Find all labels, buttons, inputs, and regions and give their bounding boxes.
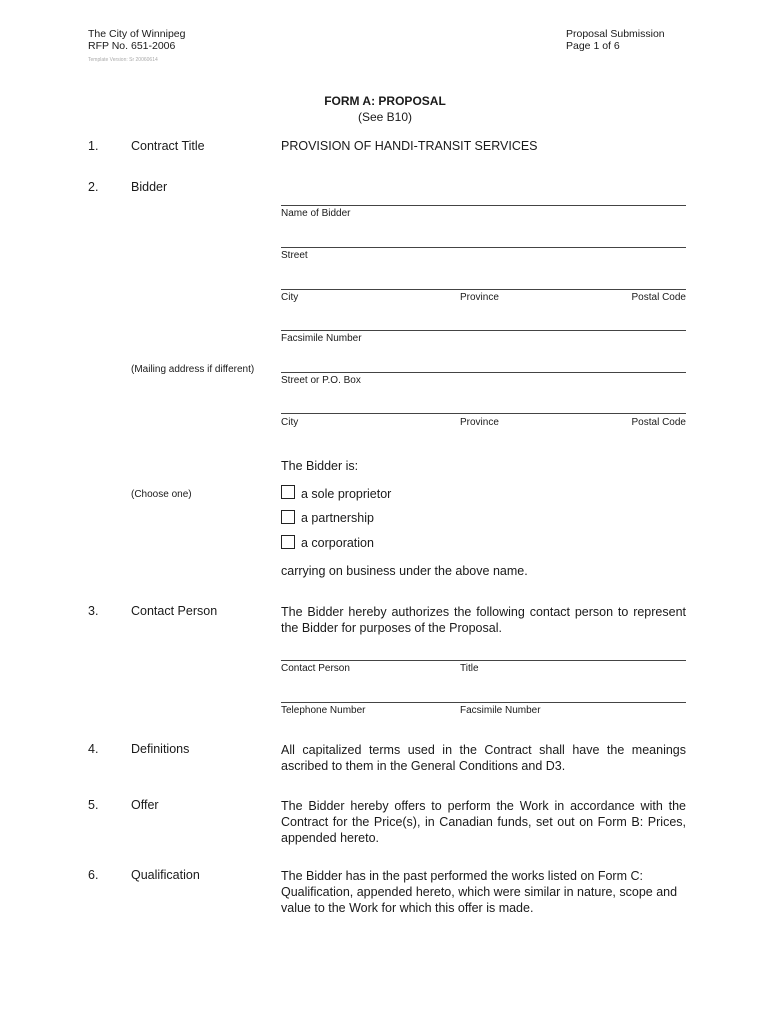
section-3-label: Contact Person xyxy=(131,604,218,618)
section-3-number: 3. xyxy=(88,604,99,618)
name-of-bidder-line[interactable] xyxy=(281,205,686,206)
template-version: Template Version: Sr 20060614 xyxy=(88,57,158,63)
partnership-checkbox[interactable] xyxy=(281,510,295,524)
mailing-city-line[interactable] xyxy=(281,413,686,414)
facsimile-line[interactable] xyxy=(281,330,686,331)
page-number: Page 1 of 6 xyxy=(566,40,620,52)
definitions-text: All capitalized terms used in the Contract shall have the meanings ascribed to them in the General Conditions and D3. xyxy=(281,743,686,773)
province-label: Province xyxy=(460,292,499,303)
telephone-label: Telephone Number xyxy=(281,705,366,716)
form-subtitle: (See B10) xyxy=(357,110,413,124)
section-6-number: 6. xyxy=(88,868,99,882)
sole-proprietor-checkbox[interactable] xyxy=(281,485,295,499)
header-right xyxy=(566,28,665,52)
telephone-facsimile-line[interactable] xyxy=(281,702,686,703)
offer-text: The Bidder hereby offers to perform the Work in accordance with the Contract for the Price(s), in Canadian funds, set out on Form B: Prices, appended hereto. xyxy=(281,799,686,845)
corporation-checkbox[interactable] xyxy=(281,535,295,549)
qualification-text: The Bidder has in the past performed the works listed on Form C: Qualification, appended hereto, which were similar in nature, scope and value to the Work for which this offer is made. xyxy=(281,869,678,915)
contact-person-text: The Bidder hereby authorizes the following contact person to represent the Bidder for purposes of the Proposal. xyxy=(281,605,686,635)
title-label: Title xyxy=(460,663,479,674)
mailing-address-note: (Mailing address if different) xyxy=(131,364,255,375)
choose-one-note: (Choose one) xyxy=(131,489,192,500)
submission-title: Proposal Submission xyxy=(566,28,665,40)
contact-facsimile-label: Facsimile Number xyxy=(460,705,541,716)
name-of-bidder-label: Name of Bidder xyxy=(281,208,351,219)
mailing-province-label: Province xyxy=(460,417,499,428)
section-5-number: 5. xyxy=(88,798,99,812)
section-4-label: Definitions xyxy=(131,742,190,756)
section-5-label: Offer xyxy=(131,798,159,812)
city-name: The City of Winnipeg xyxy=(88,28,186,40)
partnership-label: a partnership xyxy=(301,511,374,525)
contract-title-value: PROVISION OF HANDI-TRANSIT SERVICES xyxy=(281,139,538,153)
contact-person-label: Contact Person xyxy=(281,663,350,674)
bidder-is-text: The Bidder is: xyxy=(281,459,359,473)
form-title: FORM A: PROPOSAL xyxy=(324,94,446,108)
street-label: Street xyxy=(281,250,308,261)
postal-code-label: Postal Code xyxy=(631,292,686,303)
street-line[interactable] xyxy=(281,247,686,248)
section-6-label: Qualification xyxy=(131,868,200,882)
section-1-label: Contract Title xyxy=(131,139,205,153)
header-left xyxy=(88,28,185,52)
street-po-label: Street or P.O. Box xyxy=(281,375,361,386)
facsimile-label: Facsimile Number xyxy=(281,333,362,344)
sole-proprietor-label: a sole proprietor xyxy=(301,487,392,501)
section-4-number: 4. xyxy=(88,742,99,756)
carrying-on-text: carrying on business under the above name. xyxy=(281,564,528,578)
rfp-number: RFP No. 651-2006 xyxy=(88,40,176,52)
city-label: City xyxy=(281,292,299,303)
mailing-postal-code-label: Postal Code xyxy=(631,417,686,428)
section-2-label: Bidder xyxy=(131,180,168,194)
section-2-number: 2. xyxy=(88,180,99,194)
section-1-number: 1. xyxy=(88,139,99,153)
mailing-city-label: City xyxy=(281,417,299,428)
corporation-label: a corporation xyxy=(301,536,374,550)
contact-title-line[interactable] xyxy=(281,660,686,661)
city-province-postal-line[interactable] xyxy=(281,289,686,290)
street-po-line[interactable] xyxy=(281,372,686,373)
